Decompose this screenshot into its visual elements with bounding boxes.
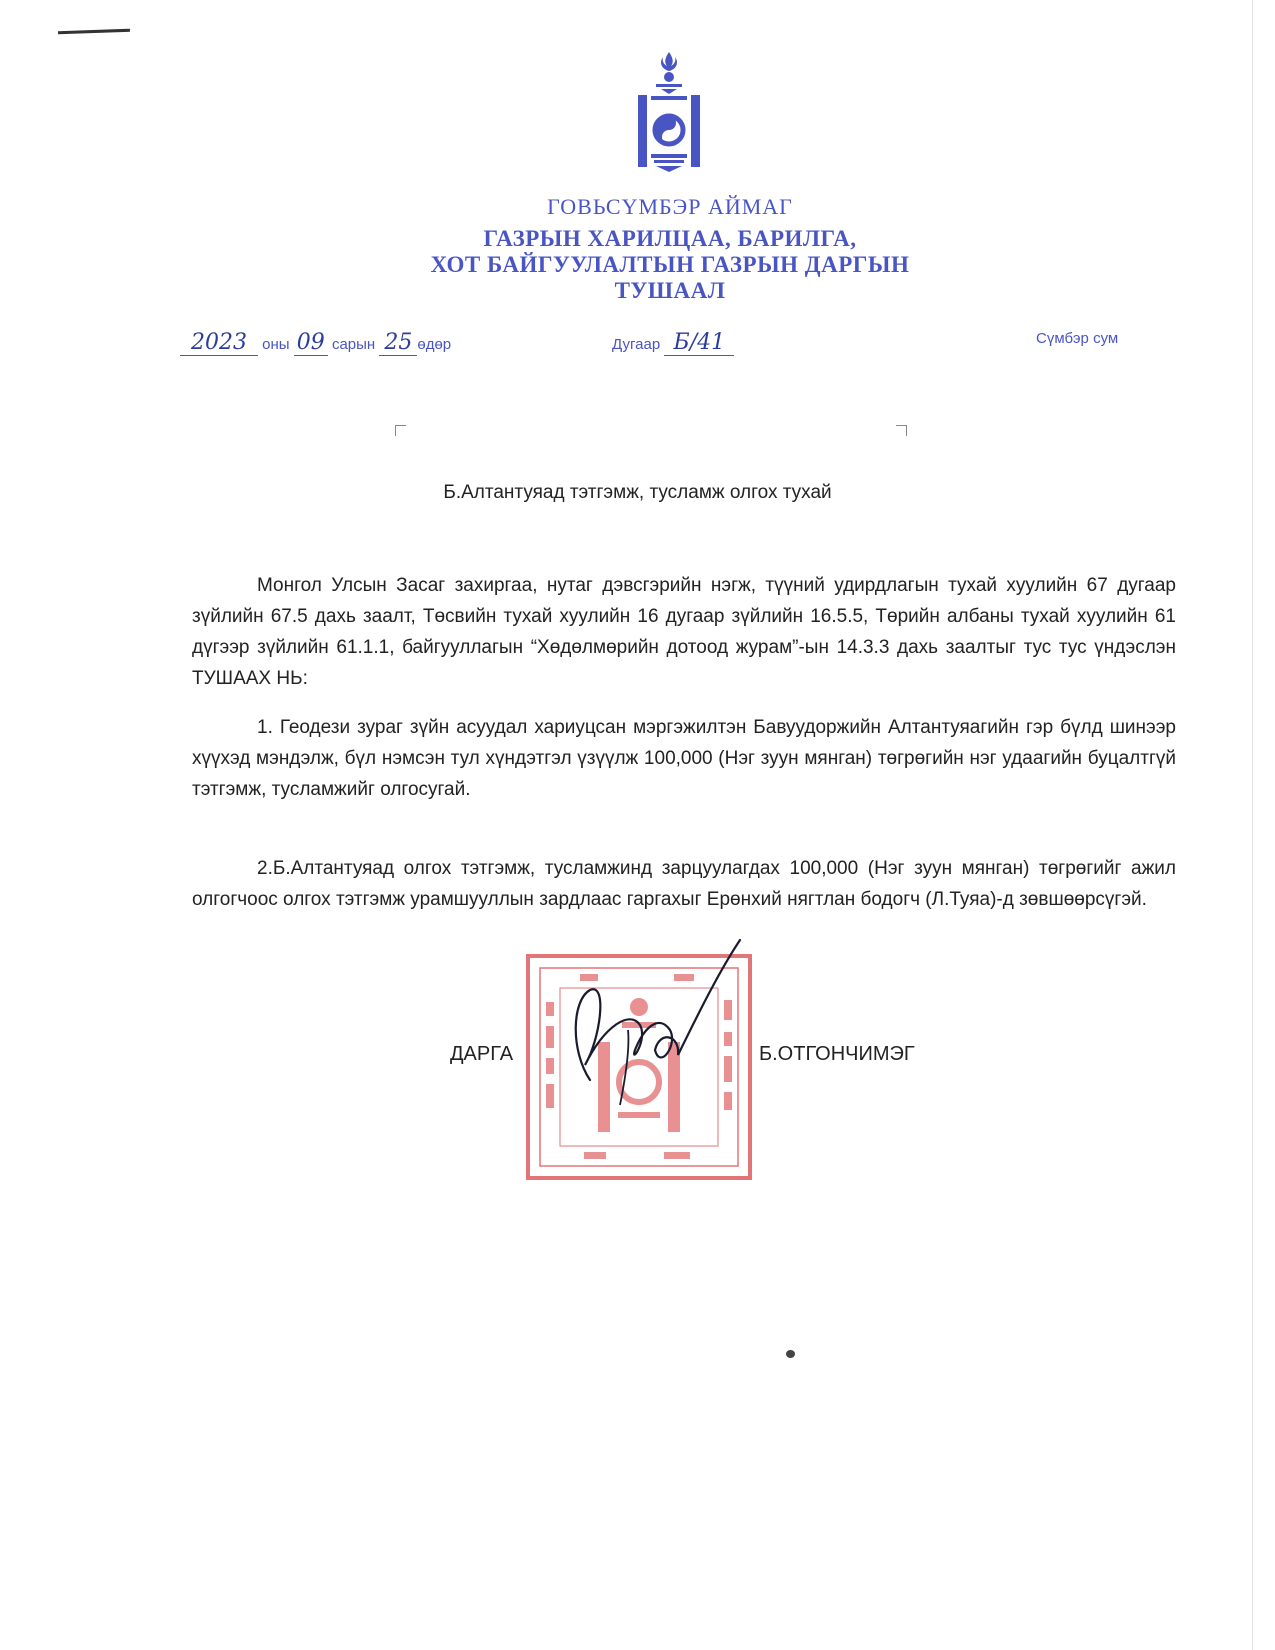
place-label: Сүмбэр сум (1036, 330, 1119, 347)
date-year-label: оны (262, 336, 290, 353)
signatory-name: Б.ОТГОНЧИМЭГ (759, 1043, 915, 1065)
scan-mark (58, 29, 130, 35)
preamble-paragraph: Монгол Улсын Засаг захиргаа, нутаг дэвсгэрийн нэгж, түүний удирдлагын тухай хуулийн 67 дугаар зүйлийн 67.5 дахь заалт, Төсвийн тухай хуулийн 16 дугаар зүйлийн 16.5.5, Төрийн албаны тухай хуулийн 61 дүгээр зүйлийн 61.1.1, байгууллагын “Хөдөлмөрийн дотоод журам”-ын 14.3.3 дахь заалтыг тус тус үндэслэн ТУШААХ НЬ: (192, 575, 1176, 689)
date-year-value: 2023 (180, 330, 258, 356)
date-month-label: сарын (331, 336, 376, 353)
document-type-title: ТУШААЛ (614, 278, 726, 303)
number-value: Б/41 (664, 330, 734, 356)
number-line (612, 330, 734, 356)
org-title-line1: ГАЗРЫН ХАРИЛЦАА, БАРИЛГА, (483, 226, 857, 251)
soyombo-emblem-icon (634, 50, 704, 180)
date-month-value: 09 (294, 330, 328, 356)
bracket-right (896, 425, 907, 436)
date-day-value: 25 (379, 330, 417, 356)
signatory-title: ДАРГА (450, 1043, 514, 1065)
number-label: Дугаар (612, 336, 661, 353)
document-subject: Б.Алтантуяад тэтгэмж, тусламж олгох тухай (443, 482, 832, 503)
order-item-1: 1. Геодези зураг зүйн асуудал хариуцсан мэргэжилтэн Бавуудоржийн Алтантуяагийн гэр бүлд шинээр хүүхэд мэндэлж, бүл нэмсэн тул хүндэтгэл үзүүлж 100,000 (Нэг зуун мянган) төгрөгийн нэг удаагийн буцалтгүй тэтгэмж, тусламжийг олгосугай. (192, 717, 1176, 800)
bracket-left (395, 425, 406, 436)
org-title-line2: ХОТ БАЙГУУЛАЛТЫН ГАЗРЫН ДАРГЫН (430, 252, 910, 277)
page-edge (1252, 0, 1253, 1650)
handwritten-signature-icon (560, 930, 760, 1130)
date-line (180, 330, 451, 356)
date-day-label: өдөр (417, 336, 452, 353)
aimag-title: ГОВЬСҮМБЭР АЙМАГ (547, 194, 793, 219)
scan-dot (786, 1350, 795, 1358)
order-item-2: 2.Б.Алтантуяад олгох тэтгэмж, тусламжинд зарцуулагдах 100,000 (Нэг зуун мянган) төгрөгийг ажил олгогчоос олгох тэтгэмж урамшууллын зардлаас гаргахыг Ерөнхий нягтлан бодогч (Л.Туяа)-д зөвшөөрсүгэй. (192, 858, 1176, 910)
